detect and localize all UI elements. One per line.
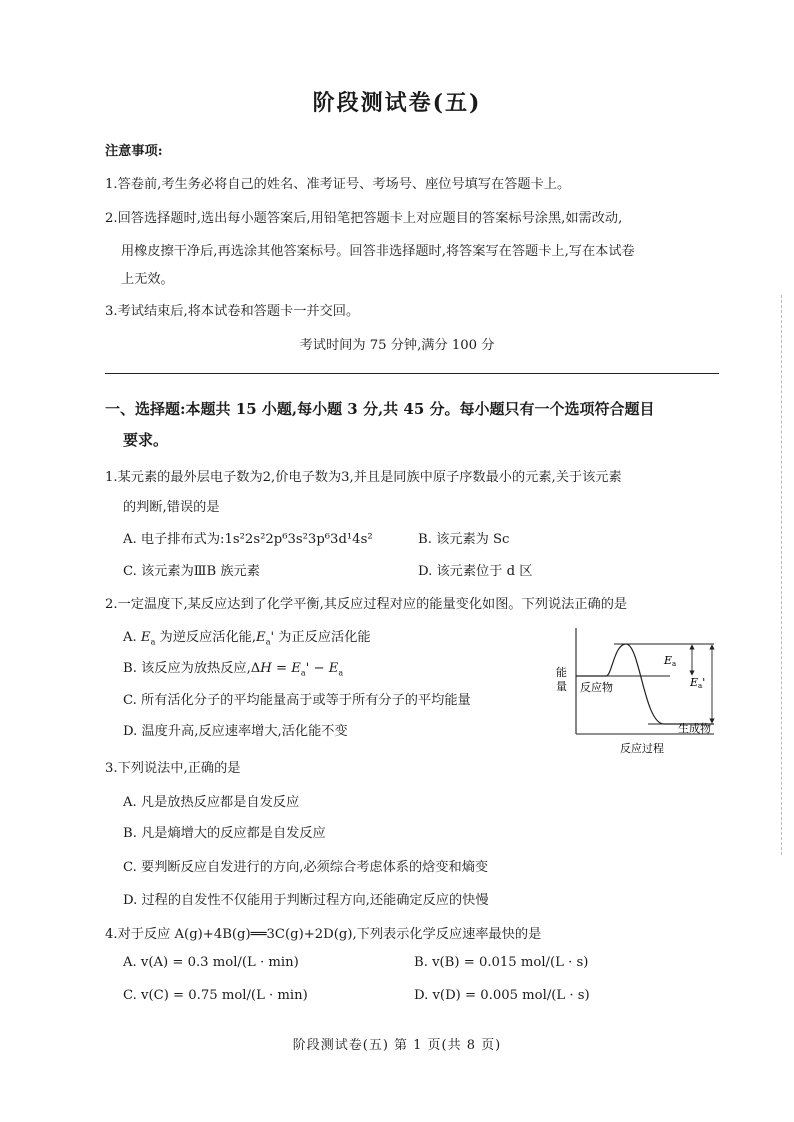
q3-option-a: A. 凡是放热反应都是自发反应 — [123, 795, 300, 810]
q4-option-b: B. v(B) = 0.015 mol/(L · s) — [414, 955, 589, 970]
q1-option-d: D. 该元素位于 d 区 — [418, 564, 533, 579]
electron-config: 1s²2s²2p⁶3s²3p⁶3d¹4s² — [224, 532, 373, 547]
q4-stem: 4.对于反应 A(g)+4B(g)══3C(g)+2D(g),下列表示化学反应速率最快的是 — [105, 927, 542, 942]
exam-info: 考试时间为 75 分钟,满分 100 分 — [299, 338, 495, 353]
q2-option-b: B. 该反应为放热反应$,\Delta H = E_a' - E_a$ — [123, 661, 344, 678]
notice-item-2-cont: 用橡皮擦干净后,再选涂其他答案标号。回答非选择题时,将答案写在答题卡上,写在本试卷 — [121, 244, 635, 259]
notice-item-2: 2.回答选择题时,选出每小题答案后,用铅笔把答题卡上对应题目的答案标号涂黑,如需改动, — [105, 211, 623, 226]
q1-option-c: C. 该元素为ⅢB 族元素 — [123, 564, 260, 579]
ea-prime-label: Ea' — [690, 676, 706, 690]
ea-label: Ea — [664, 654, 677, 668]
notice-heading: 注意事项: — [105, 144, 163, 159]
q1-option-a: A. 电子排布式为:1s²2s²2p⁶3s²3p⁶3d¹4s² — [123, 532, 373, 547]
q4-option-d: D. v(D) = 0.005 mol/(L · s) — [414, 988, 590, 1003]
scan-edge-mark — [781, 295, 783, 855]
y-axis-label-2: 量 — [556, 680, 567, 693]
q1-option-b: B. 该元素为 Sc — [418, 532, 510, 547]
q1-stem: 1.某元素的最外层电子数为2,价电子数为3,并且是同族中原子序数最小的元素,关于该元素 — [105, 470, 622, 485]
section-heading: 一、选择题:本题共 15 小题,每小题 3 分,共 45 分。每小题只有一个选项符合题目 — [105, 400, 655, 418]
q4-option-a: A. v(A) = 0.3 mol/(L · min) — [123, 955, 299, 970]
product-label: 生成物 — [678, 722, 711, 735]
q3-option-b: B. 凡是熵增大的反应都是自发反应 — [123, 826, 326, 841]
reactant-label: 反应物 — [580, 681, 613, 694]
q2-option-a: A. $E_a$ 为逆反应活化能$,E_a'$ 为正反应活化能 — [123, 630, 371, 647]
q2-stem: 2.一定温度下,某反应达到了化学平衡,其反应过程对应的能量变化如图。下列说法正确的是 — [105, 597, 628, 612]
q2-option-c: C. 所有活化分子的平均能量高于或等于所有分子的平均能量 — [123, 693, 471, 708]
q1-stem-cont: 的判断,错误的是 — [123, 500, 220, 515]
q3-stem: 3.下列说法中,正确的是 — [105, 761, 241, 776]
q3-option-c: C. 要判断反应自发进行的方向,必须综合考虑体系的焓变和熵变 — [123, 860, 489, 875]
section-heading-cont: 要求。 — [123, 431, 169, 449]
q4-option-c: C. v(C) = 0.75 mol/(L · min) — [123, 988, 308, 1003]
page-title: 阶段测试卷(五) — [312, 90, 482, 116]
q3-option-d: D. 过程的自发性不仅能用于判断过程方向,还能确定反应的快慢 — [123, 893, 489, 908]
divider-line — [105, 373, 719, 374]
x-axis-label: 反应过程 — [620, 742, 664, 755]
notice-item-3: 3.考试结束后,将本试卷和答题卡一并交回。 — [105, 304, 360, 319]
page-footer: 阶段测试卷(五) 第 1 页(共 8 页) — [292, 1038, 502, 1053]
q2-option-d: D. 温度升高,反应速率增大,活化能不变 — [123, 724, 348, 739]
notice-item-1: 1.答卷前,考生务必将自己的姓名、准考证号、考场号、座位号填写在答题卡上。 — [105, 177, 571, 192]
y-axis-label-1: 能 — [556, 666, 567, 679]
notice-item-2-end: 上无效。 — [121, 272, 174, 287]
energy-diagram — [552, 620, 727, 760]
